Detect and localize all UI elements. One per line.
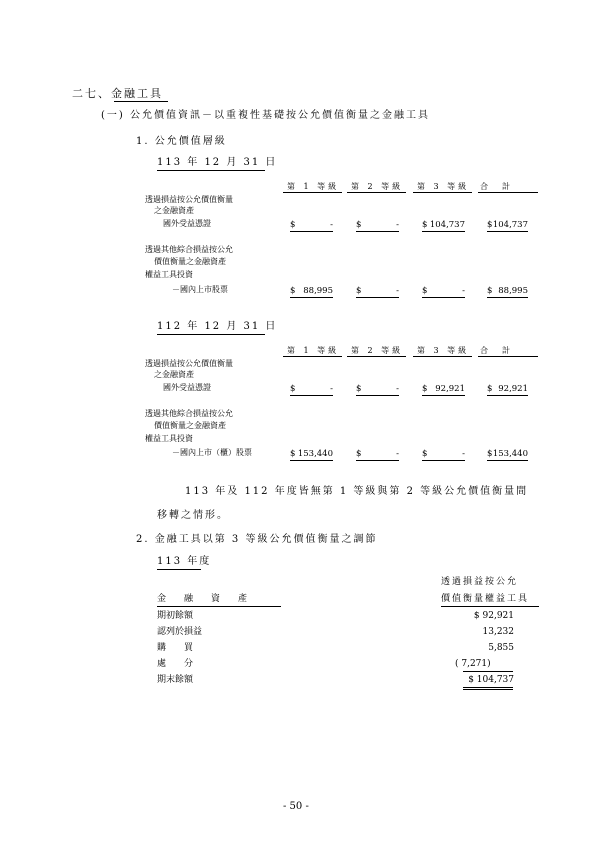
recon-label-opening: 期初餘額 — [157, 611, 194, 621]
t2-group2-line1: 透過其他綜合損益按公允 — [145, 409, 233, 418]
t1-g2-total: $ 88,995 — [487, 286, 528, 296]
t2-g2-level2: $ - — [356, 449, 399, 459]
recon-col-head-line1: 透過損益按公允 — [441, 577, 519, 587]
t1-group2-line3: 權益工具投資 — [145, 270, 193, 279]
t1-g1-level2: $ - — [356, 220, 399, 230]
t2-g1-level2: $ - — [356, 384, 399, 394]
t1-g1-total: $ 104,737 — [487, 220, 528, 230]
recon-value-opening: $ 92,921 — [473, 611, 514, 621]
col-header-total: 合 計 — [480, 182, 513, 191]
t2-col-header-level3: 第 3 等級 — [417, 346, 470, 355]
t1-group1-row-label: 國外受益憑證 — [163, 219, 211, 228]
t1-g2-level3: $ - — [422, 286, 465, 296]
t2-g2-level3: $ - — [422, 449, 465, 459]
t1-g2-level1: $ 88,995 — [290, 286, 333, 296]
subsection-heading: (一) 公允價值資訊－以重複性基礎按公允價值衡量之金融工具 — [101, 110, 430, 121]
t2-group2-line2: 價值衡量之金融資產 — [154, 421, 226, 430]
t2-g1-level3: $ 92,921 — [422, 384, 465, 394]
t2-col-header-level1: 第 1 等級 — [287, 346, 340, 355]
t2-group1-row-label: 國外受益憑證 — [163, 383, 211, 392]
section-heading: 二七、金融工具 — [72, 87, 163, 100]
recon-row-label-header: 金 融 資 產 — [157, 594, 248, 604]
col-header-level3: 第 3 等級 — [417, 182, 470, 191]
t1-group2-line1: 透過其他綜合損益按公允 — [145, 245, 233, 254]
t1-g1-level1: $ - — [290, 220, 333, 230]
item1-heading: 1. 公允價值層級 — [136, 136, 227, 147]
col-header-level1: 第 1 等級 — [287, 182, 340, 191]
t2-group1-line2: 之金融資產 — [154, 370, 194, 379]
recon-value-disposal: ( 7,271) — [455, 659, 491, 669]
t1-group1-line1: 透過損益按公允價值衡量 — [145, 195, 233, 204]
t1-group1-line2: 之金融資產 — [154, 206, 194, 215]
recon-value-closing: $ 104,737 — [468, 675, 514, 685]
recon-value-gain: 13,232 — [482, 627, 514, 637]
page-number: - 50 - — [283, 801, 309, 812]
t2-group2-row-label: －國內上市（櫃）股票 — [172, 448, 252, 457]
t2-g1-level1: $ - — [290, 384, 333, 394]
recon-label-closing: 期末餘額 — [157, 675, 194, 685]
t2-group1-line1: 透過損益按公允價值衡量 — [145, 359, 233, 368]
col-header-level2: 第 2 等級 — [351, 182, 404, 191]
recon-year: 113 年度 — [157, 556, 212, 567]
recon-col-head-line2: 價值衡量權益工具 — [441, 594, 530, 604]
table2-date: 112 年 12 月 31 日 — [157, 321, 278, 332]
t1-g2-level2: $ - — [356, 286, 399, 296]
paragraph-line1: 113 年及 112 年度皆無第 1 等級與第 2 等級公允價值衡量間 — [185, 486, 529, 497]
recon-label-disposal: 處 分 — [157, 659, 194, 669]
t2-g2-total: $ 153,440 — [487, 449, 528, 459]
recon-label-gain: 認列於損益 — [157, 627, 203, 637]
t2-group2-line3: 權益工具投資 — [145, 434, 193, 443]
recon-label-purchase: 購 買 — [157, 643, 194, 653]
table1-date: 113 年 12 月 31 日 — [157, 157, 278, 168]
t1-group2-row-label: －國內上市股票 — [172, 285, 228, 294]
item2-heading: 2. 金融工具以第 3 等級公允價值衡量之調節 — [136, 534, 378, 545]
t2-col-header-level2: 第 2 等級 — [351, 346, 404, 355]
recon-value-purchase: 5,855 — [488, 643, 514, 653]
t2-col-header-total: 合 計 — [480, 346, 513, 355]
paragraph-line2: 移轉之情形。 — [157, 510, 229, 521]
t2-g1-total: $ 92,921 — [487, 384, 528, 394]
t1-group2-line2: 價值衡量之金融資產 — [154, 257, 226, 266]
t2-g2-level1: $ 153,440 — [290, 449, 333, 459]
t1-g1-level3: $ 104,737 — [422, 220, 465, 230]
